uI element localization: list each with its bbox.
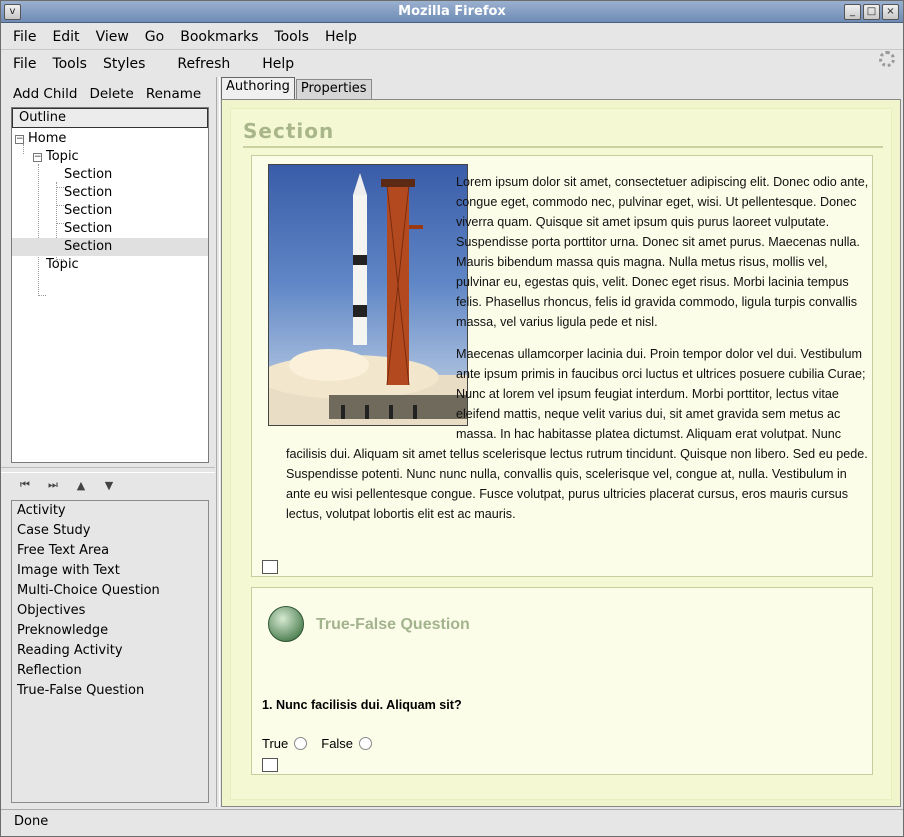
menu-help[interactable]: Help [324,28,357,45]
move-first-icon[interactable]: ⏮ [20,478,30,491]
left-pane [1,77,215,807]
palette-item-objectives[interactable]: Objectives [17,603,86,618]
outline-tree[interactable] [11,107,209,463]
paragraph: Maecenas ullamcorper lacinia dui. Proin tempor dolor vel dui. Vestibulum ante ipsum primis in faucibus orci luctus et ultrices posuere cubilia Curae; Nunc at lorem vel ipsum feugiat interdum. Morbi porttitor, lectus vitae eleifend mattis, neque velit varius dui, sit amet gravida sem metus ac massa. In hac habitasse platea dictumst. Aliquam erat volutpat. Nunc facilisis dui. Aliquam sit amet tellus scelerisque lectus rutrum tincidunt. Quisque non libero. Sed eu pede. Suspendisse potenti. Nunc nunc nulla, convallis quis, scelerisque vel, congue at, nulla. Vestibulum in ante eu wisi pellentesque congue. Fusce volutpat, purus ultricies placerat cursus, eros mauris cursus lectus, volutpat lobortis elit est ac mauris. [286,347,868,521]
palette-item-image-with-text[interactable]: Image with Text [17,563,120,578]
false-label: False [321,736,354,751]
status-bar: Done [1,809,903,836]
menu-go[interactable]: Go [144,28,165,45]
app-menu-refresh[interactable]: Refresh [177,56,231,72]
app-menu-help[interactable]: Help [262,56,295,72]
authoring-content [221,99,901,807]
minimize-button[interactable]: _ [844,4,861,20]
app-menu-styles[interactable]: Styles [102,56,146,72]
delete-button[interactable]: Delete [89,86,134,102]
tree-item-topic[interactable]: Topic [46,149,79,164]
palette-item-preknowledge[interactable]: Preknowledge [17,623,109,638]
outline-header: Outline [12,108,208,128]
palette-item-free-text-area[interactable]: Free Text Area [17,543,110,558]
palette-item-reading-activity[interactable]: Reading Activity [17,643,123,658]
tree-navigation [11,475,211,495]
content-area [230,108,892,800]
tree-connector [56,223,64,224]
true-false-icon [268,606,304,642]
menu-bookmarks[interactable]: Bookmarks [180,28,259,45]
add-child-button[interactable]: Add Child [13,86,78,102]
pane-splitter[interactable] [1,467,215,473]
palette-item-activity[interactable]: Activity [17,503,66,518]
tab-properties[interactable]: Properties [296,79,372,99]
tree-connector [38,164,39,296]
menu-file[interactable]: File [13,28,37,45]
false-radio[interactable] [359,737,372,750]
app-menu-file[interactable]: File [13,56,37,72]
section-body-text [286,172,872,536]
vertical-splitter[interactable] [216,77,220,807]
edit-icon[interactable] [262,560,278,574]
page-title: Section [243,119,335,143]
title-bar [1,1,903,23]
true-false-idevice [251,587,873,775]
tree-item-section[interactable]: Section [64,167,113,182]
title-rule [243,146,883,148]
answer-options [262,736,386,751]
tree-connector [23,144,24,154]
palette-item-reflection[interactable]: Reflection [17,663,82,678]
close-button[interactable]: × [882,4,899,20]
tree-connector [38,295,46,296]
idevice-palette [11,500,209,803]
tree-item-section[interactable]: Section [64,203,113,218]
tree-item-topic[interactable]: Topic [46,257,79,272]
collapse-home-icon[interactable]: − [16,134,24,144]
true-radio[interactable] [294,737,307,750]
idevice-title: True-False Question [316,616,470,633]
move-down-icon[interactable]: ▼ [104,478,114,492]
tree-connector [56,205,64,206]
window-title: Mozilla Firefox [398,4,506,19]
edit-icon[interactable] [262,758,278,772]
tab-strip [221,77,373,99]
window-menu-button[interactable]: v [4,4,21,20]
tab-authoring[interactable]: Authoring [221,77,295,99]
move-up-icon[interactable]: ▲ [76,478,86,492]
tree-item-section[interactable]: Section [64,185,113,200]
tree-item-section[interactable]: Section [64,221,113,236]
palette-item-true-false-question[interactable]: True-False Question [17,683,145,698]
rename-button[interactable]: Rename [145,86,202,102]
browser-menubar [1,24,903,50]
image-with-text-idevice [251,155,873,577]
maximize-button[interactable]: □ [863,4,880,20]
palette-item-multi-choice-question[interactable]: Multi-Choice Question [17,583,160,598]
menu-edit[interactable]: Edit [52,28,80,45]
tree-connector [56,187,64,188]
tree-item-home[interactable]: Home [28,131,67,146]
app-menubar [1,51,903,77]
outline-toolbar [1,81,215,107]
tree-item-section-selected[interactable]: Section [64,239,113,254]
true-label: True [262,736,289,751]
app-menu-tools[interactable]: Tools [52,56,87,72]
menu-view[interactable]: View [95,28,129,45]
question-text: 1. Nunc facilisis dui. Aliquam sit? [262,698,462,712]
paragraph: Lorem ipsum dolor sit amet, consectetuer adipiscing elit. Donec odio ante, congue eget, commodo nec, pulvinar eget, wisi. Ut pellentesque. Donec viverra quam. Quisque sit amet ipsum quis purus laoreet vulputate. Suspendisse porta porttitor urna. Donec sit amet purus. Maecenas nulla. Mauris bibendum massa quis magna. Nulla metus risus, mollis vel, pulvinar eu, egestas quis, velit. Donec eget risus. Morbi lacinia tempus felis. Phasellus rhoncus, felis id gravida commodo, ligula turpis convallis massa, vel varius ligula pede et nisl. [456,175,869,329]
palette-item-case-study[interactable]: Case Study [17,523,91,538]
menu-tools[interactable]: Tools [274,28,309,45]
move-last-icon[interactable]: ⏭ [48,478,58,491]
collapse-topic-icon[interactable]: − [34,152,42,162]
